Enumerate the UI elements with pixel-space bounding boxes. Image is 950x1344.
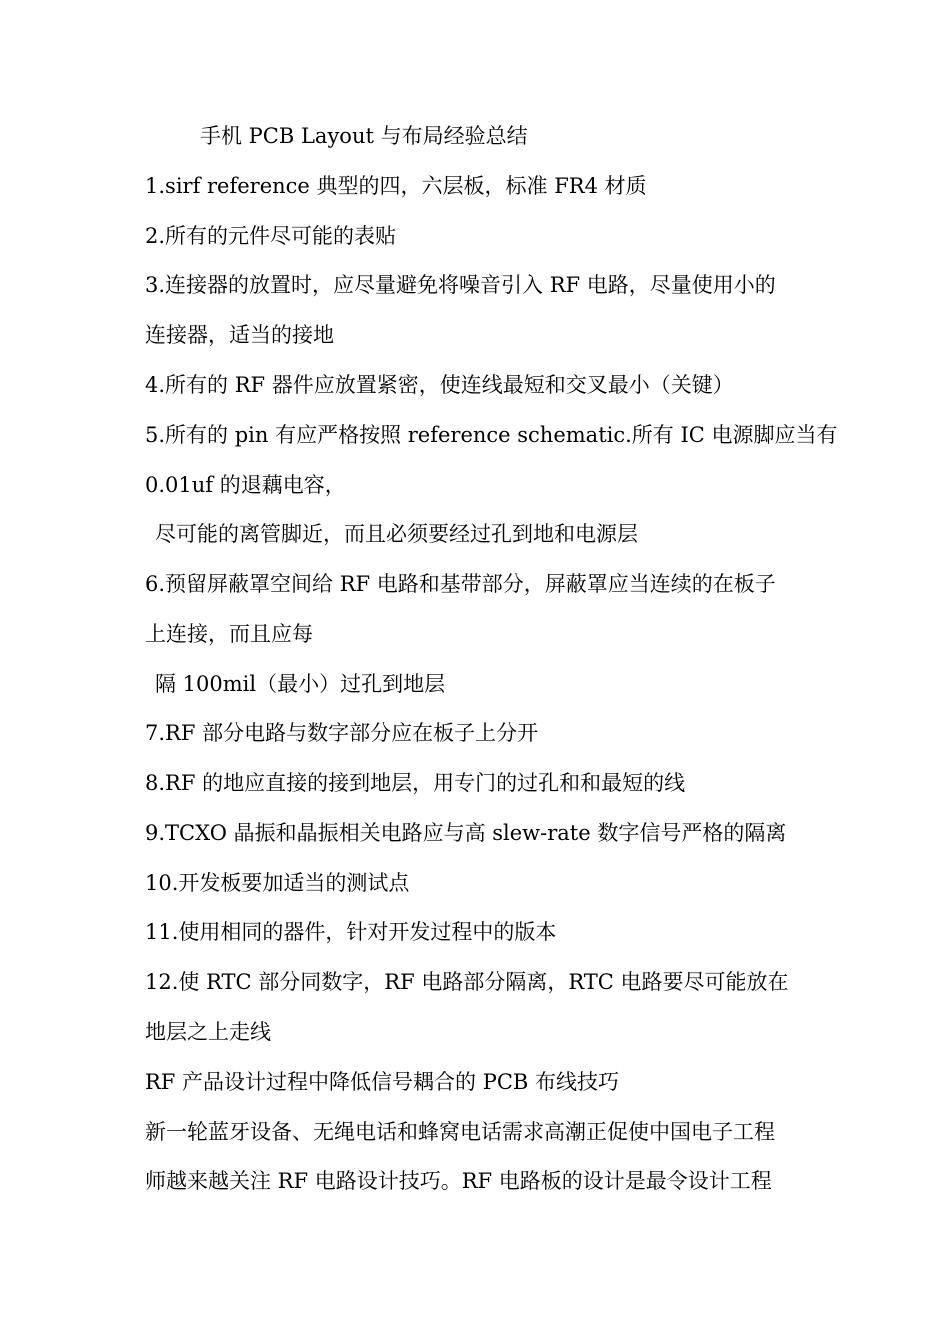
text-line-5: 4.所有的 RF 器件应放置紧密，使连线最短和交叉最小（关键）	[145, 373, 734, 397]
text-line-4: 连接器，适当的接地	[145, 323, 334, 347]
text-line-2: 2.所有的元件尽可能的表贴	[145, 224, 397, 248]
text-line-13: 8.RF 的地应直接的接到地层，用专门的过孔和和最短的线	[145, 771, 686, 795]
text-line-20: 新一轮蓝牙设备、无绳电话和蜂窝电话需求高潮正促使中国电子工程	[145, 1120, 775, 1144]
text-line-16: 11.使用相同的器件，针对开发过程中的版本	[145, 920, 557, 944]
text-line-15: 10.开发板要加适当的测试点	[145, 871, 410, 895]
section-heading: RF 产品设计过程中降低信号耦合的 PCB 布线技巧	[145, 1070, 620, 1094]
text-line-17: 12.使 RTC 部分同数字，RF 电路部分隔离，RTC 电路要尽可能放在	[145, 970, 789, 994]
text-line-11: 隔 100mil（最小）过孔到地层	[155, 672, 446, 696]
text-line-7: 0.01uf 的退藕电容，	[145, 473, 346, 497]
text-line-6: 5.所有的 pin 有应严格按照 reference schematic.所有 IC 电源脚应当有	[145, 423, 838, 447]
text-line-1: 1.sirf reference 典型的四，六层板，标准 FR4 材质	[145, 174, 647, 198]
text-line-18: 地层之上走线	[145, 1020, 271, 1044]
text-line-10: 上连接，而且应每	[145, 622, 313, 646]
text-line-14: 9.TCXO 晶振和晶振相关电路应与高 slew-rate 数字信号严格的隔离	[145, 821, 787, 845]
text-line-3: 3.连接器的放置时，应尽量避免将噪音引入 RF 电路，尽量使用小的	[145, 273, 776, 297]
document-title: 手机 PCB Layout 与布局经验总结	[200, 124, 528, 148]
text-line-12: 7.RF 部分电路与数字部分应在板子上分开	[145, 721, 539, 745]
text-line-8: 尽可能的离管脚近，而且必须要经过孔到地和电源层	[155, 522, 638, 546]
text-line-9: 6.预留屏蔽罩空间给 RF 电路和基带部分，屏蔽罩应当连续的在板子	[145, 572, 776, 596]
text-line-21: 师越来越关注 RF 电路设计技巧。RF 电路板的设计是最令设计工程	[145, 1169, 772, 1193]
